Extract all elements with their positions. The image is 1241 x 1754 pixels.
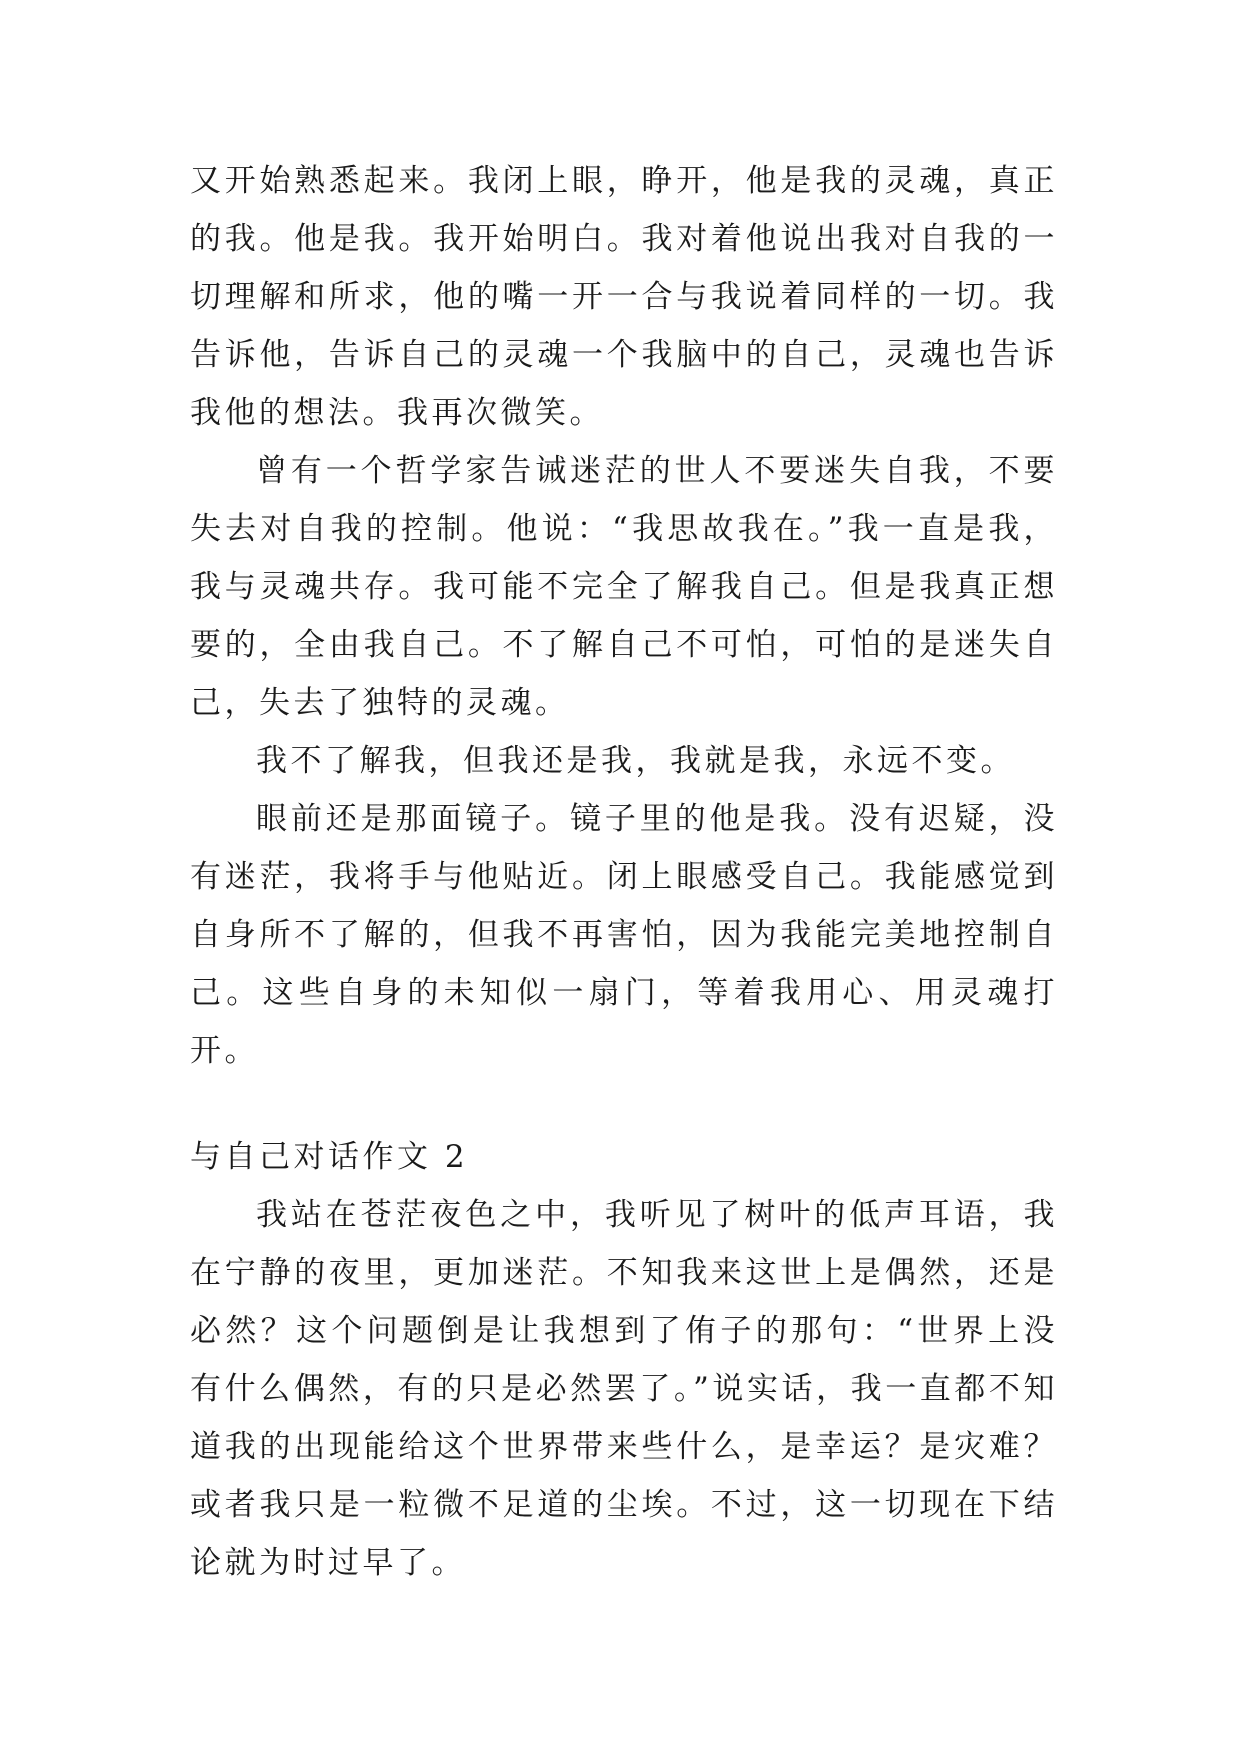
paragraph-night: 我站在苍茫夜色之中，我听见了树叶的低声耳语，我在宁静的夜里，更加迷茫。不知我来这世上是偶然，还是必然？这个问题倒是让我想到了侑子的那句：“世界上没有什么偶然，有的只是必然罢了。”说实话，我一直都不知道我的出现能给这个世界带来些什么，是幸运？是灾难？或者我只是一粒微不足道的尘埃。不过，这一切现在下结论就为时过早了。 [190,1197,1058,1581]
paragraph-mirror: 眼前还是那面镜子。镜子里的他是我。没有迟疑，没有迷茫，我将手与他贴近。闭上眼感受自己。我能感觉到自身所不了解的，但我不再害怕，因为我能完美地控制自己。这些自身的未知似一扇门，等着我用心、用灵魂打开。 [190,801,1058,1069]
paragraph-philosopher: 曾有一个哲学家告诫迷茫的世人不要迷失自我，不要失去对自我的控制。他说：“我思故我在。”我一直是我，我与灵魂共存。我可能不完全了解我自己。但是我真正想要的，全由我自己。不了解自己不可怕，可怕的是迷失自己，失去了独特的灵魂。 [190,453,1058,721]
paragraph-i-am-me: 我不了解我，但我还是我，我就是我，永远不变。 [256,743,1015,779]
paragraph-continued: 又开始熟悉起来。我闭上眼，睁开，他是我的灵魂，真正的我。他是我。我开始明白。我对着他说出我对自我的一切理解和所求，他的嘴一开一合与我说着同样的一切。我告诉他，告诉自己的灵魂一个我脑中的自己，灵魂也告诉我他的想法。我再次微笑。 [190,163,1058,431]
document-body [190,152,1058,1592]
section-title: 与自己对话作文 2 [190,1139,469,1175]
